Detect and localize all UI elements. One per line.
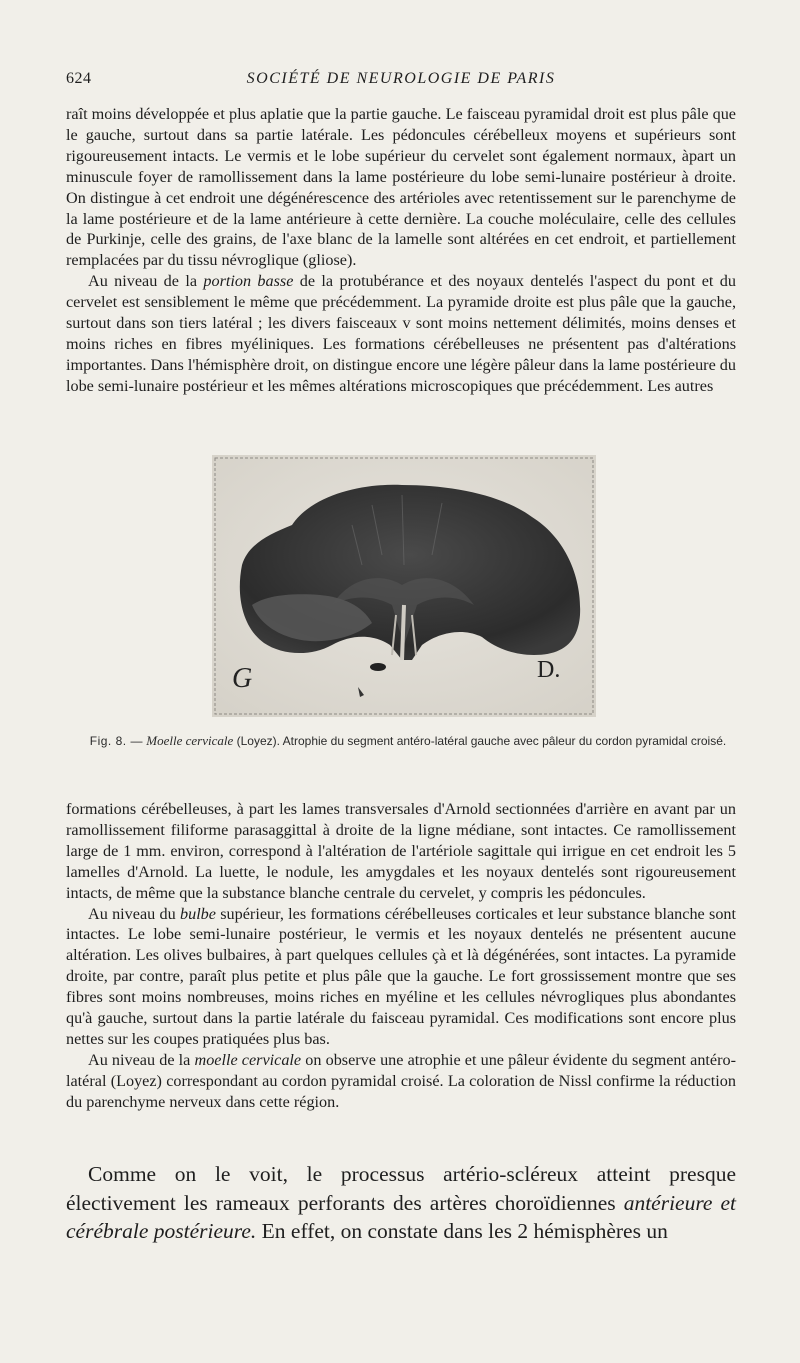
running-head bbox=[66, 70, 736, 94]
figure-caption-text: (Loyez). Atrophie du segment antéro-latéral gauche avec pâleur du cordon pyramidal croisé. bbox=[233, 734, 727, 748]
figure-spinal-cord-section bbox=[212, 455, 596, 717]
paragraph: formations cérébelleuses, à part les lames transversales d'Arnold sectionnées d'arrière en avant par un ramollissement filiforme parasaggittal à droite de la ligne médiane, sont intactes. Ce ramollissement large de 1 mm. environ, correspond à l'altération de l'artériole sagittale qui irrigue en cet endroit les 5 lamelles d'Arnold. La luette, le nodule, les amygdales et les noyaux dentelés sont rigoureusement intacts, de même que la substance blanche centrale du cervelet, y compris les pédoncules. bbox=[66, 800, 736, 902]
emphasis: portion basse bbox=[203, 272, 294, 291]
paragraph: Comme on le voit, le processus artério-scléreux atteint presque électivement les rameaux perforants des artères choroïdiennes antérieure et cérébrale postérieure. En effet, on constate dans les 2 hémisphères un bbox=[66, 1162, 736, 1244]
paragraph: Au niveau de la moelle cervicale on observe une atrophie et une pâleur évidente du segment antéro-latéral (Loyez) correspondant au cordon pyramidal croisé. La coloration de Nissl confirme la réduction du parenchyme nerveux dans cette région. bbox=[66, 1050, 736, 1111]
paragraph: Au niveau du bulbe supérieur, les formations cérébelleuses corticales et leur substance blanche sont intactes. Le lobe semi-lunaire postérieur, le vermis et les noyaux dentelés ne présentent aucune altération. Les olives bulbaires, à part quelques cellules çà et là dégénérées, sont intactes. La pyramide droite, par contre, paraît plus petite et plus pâle que la gauche. Le fort grossissement montre que ses fibres sont moins nombreuses, moins riches en myéline et les cellules névrogliques plus abondantes qu'à gauche, surtout dans la partie latérale du faisceau pyramidal. Ces modifications sont encore plus nettes sur les coupes pratiquées plus bas. bbox=[66, 904, 737, 1048]
large-type-paragraph bbox=[66, 1160, 736, 1246]
figure-caption-italic: Moelle cervicale bbox=[146, 733, 234, 748]
paragraph: Au niveau de la portion basse de la protubérance et des noyaux dentelés l'aspect du pont et du cervelet est sensiblement le même que précédemment. La pyramide droite est plus pâle que la gauche, surtout dans son tiers latéral ; les divers faisceaux v sont moins nettement délimités, moins denses et moins riches en fibres myéliniques. Les formations cérébelleuses ne présentent pas d'altérations importantes. Dans l'hémisphère droit, on distingue encore une légère pâleur dans la lame postérieure du lobe semi-lunaire postérieur et les mêmes altérations microscopiques que précédemment. Les autres bbox=[66, 272, 736, 395]
body-text-bottom bbox=[66, 799, 736, 1113]
body-text-top bbox=[66, 104, 736, 397]
left-mark: G bbox=[232, 663, 253, 694]
right-mark: D. bbox=[537, 657, 561, 683]
paragraph: raît moins développée et plus aplatie que la partie gauche. Le faisceau pyramidal droit est plus pâle que le gauche, surtout dans sa partie latérale. Les pédoncules cérébelleux moyens et supérieurs sont rigoureusement intacts. Le vermis et le lobe supérieur du cervelet sont également normaux, àpart un minuscule foyer de ramollissement dans la lame postérieure du lobe semi-lunaire postérieur à droite. On distingue à cet endroit une dégénérescence des artérioles avec retentissement sur le parenchyme de la lame postérieure et de la lame antérieure à cette dernière. La couche moléculaire, celle des cellules de Purkinje, celle des grains, de l'axe blanc de la lamelle sont altérées en cet endroit, et partiellement remplacées par du tissu névroglique (gliose). bbox=[66, 105, 736, 270]
figure-caption bbox=[80, 733, 736, 749]
figure-label: Fig. 8. — bbox=[89, 734, 143, 748]
spinal-cord-micrograph bbox=[212, 455, 596, 717]
emphasis: bulbe bbox=[180, 904, 216, 923]
emphasis: antérieure et cérébrale postérieure. bbox=[66, 1190, 736, 1244]
emphasis: moelle cervicale bbox=[194, 1050, 302, 1069]
page-number: 624 bbox=[66, 70, 92, 87]
running-title: SOCIÉTÉ DE NEUROLOGIE DE PARIS bbox=[246, 70, 556, 87]
